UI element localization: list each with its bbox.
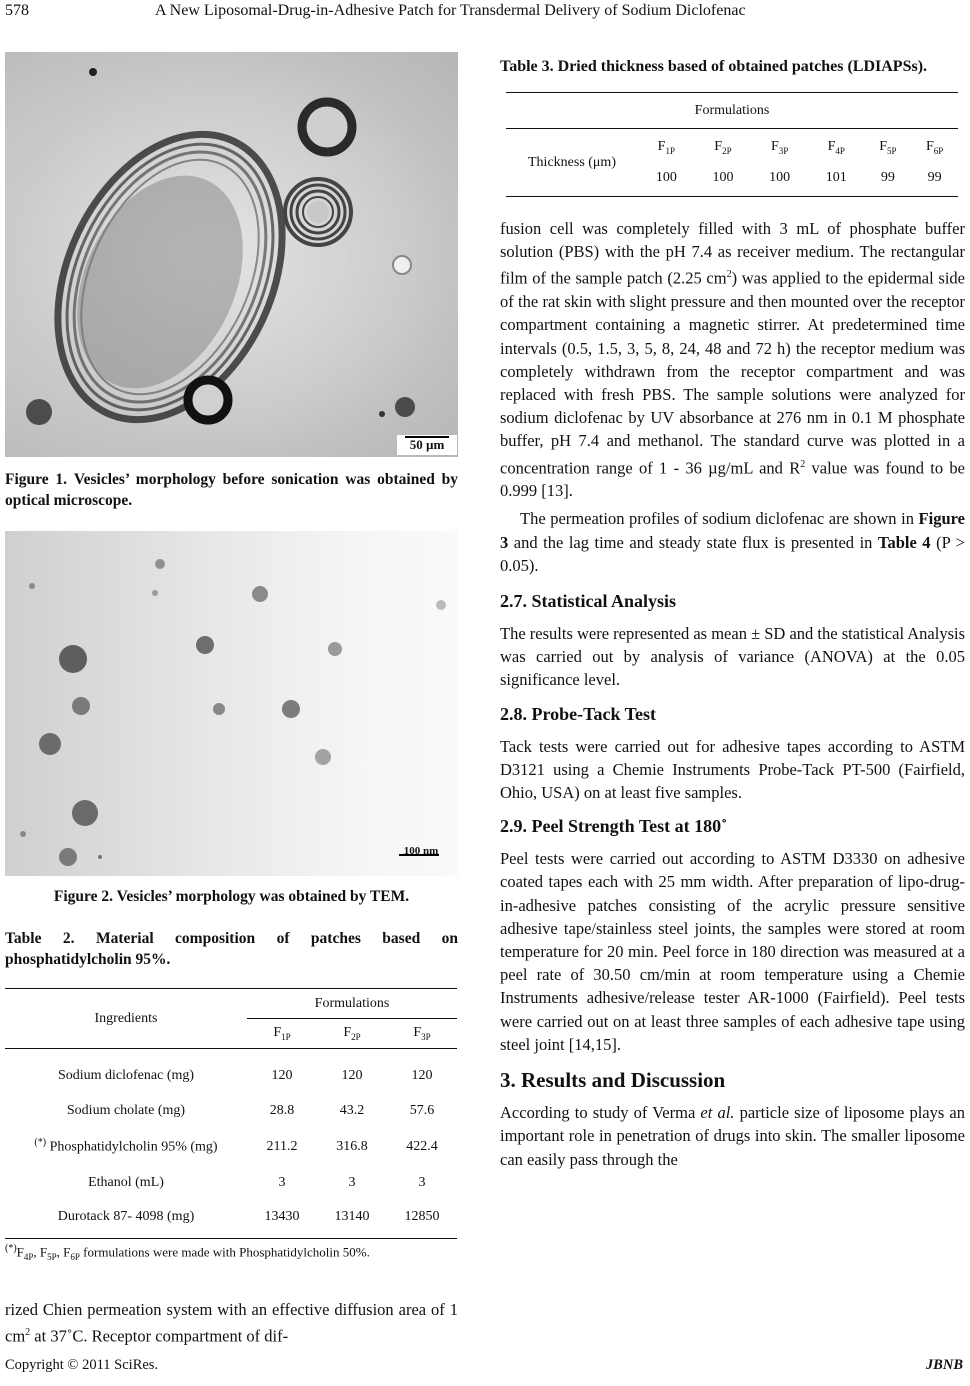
- figure-1-label: Figure 1.: [5, 471, 68, 488]
- figure-2-scale-label: 100 nm: [403, 845, 439, 857]
- section-3-heading: 3. Results and Discussion: [500, 1068, 726, 1093]
- figure-1-caption-text: Vesicles’ morphology before sonication was obtained by optical microscope.: [5, 471, 459, 509]
- section-2-8-heading: 2.8. Probe-Tack Test: [500, 703, 657, 724]
- table-2-header-ingredients: Ingredients: [94, 1010, 158, 1026]
- right-paragraph-1: fusion cell was completely filled with 3 mL of phosphate buffer solution (PBS) with the pH 7.4 as receiver medium. The rectangular film of the sample patch (2.25 $cm^2$) was applied to the epidermal side of the rat skin with slight pressure and then mounted over the receptor compartment containing a magnetic stirrer. At predetermined time intervals (0.5, 1.5, 3, 5, 8, 24, 48 and 72 h) the receptor medium was completely withdrawn from the receptor compartment and was replaced with fresh PBS. The sample solutions were analyzed for sodium diclofenac by UV absorbance at 276 nm in 0.1 M phosphate buffer, pH 7.4 and methanol. The standard curve was plotted in a concentration range of 1 - 36 µg/mL and $R^2$ value was found to be 0.999 [13].: [500, 219, 965, 501]
- vesicles-optical-micrograph: [5, 52, 458, 457]
- left-column: [5, 48, 458, 1348]
- right-column: [500, 48, 965, 1171]
- table-3-title-text: Table 3. Dried thickness based of obtained patches (LDIAPSs).: [500, 58, 928, 75]
- right-paragraph-5: Peel tests were carried out according to ASTM D3330 on adhesive coated tapes each with 25 mm width. After preparation of lipo-drug-in-adhesive patches consisting of the acrylic pressure sensitive adhesive tape/stainless steel joints, the samples were stored at room temperature for 20 min. Peel force in 180 direction was measured at a peel rate of 30.50 cm/min at room temperature using a Chemie Instruments adhesive/release tester AR-1000 (Fairfield). Peel tests were carried out on at least three samples of each adhesive tape using steel joint [14,15].: [500, 849, 965, 1054]
- table-2-footnote: $^{(*)}F_{4P}$, $F_{5P}$, $F_{6P}$ formulations were made with Phosphatidylcholin 50%.: [5, 1243, 370, 1262]
- table-3-header-formulations: Formulations: [694, 102, 770, 118]
- right-paragraph-6: According to study of Verma et al. particle size of liposome plays an important role in penetration of drugs into skin. The smaller liposome can easily pass through the: [500, 1103, 966, 1169]
- right-paragraph-3: The results were represented as mean ± SD and the statistical Analysis was carried out by analysis of variance (ANOVA) at the 0.05 significance level.: [500, 624, 965, 690]
- table-2-title-text: Table 2. Material composition of patches based on phosphatidylcholin 95%.: [5, 930, 458, 968]
- section-2-9-heading: 2.9. Peel Strength Test at 180˚: [500, 816, 728, 837]
- left-body-paragraph: rized Chien permeation system with an effective diffusion area of 1 $cm^2$ at 37˚C. Receptor compartment of dif-: [5, 1299, 458, 1346]
- figure-2-scale-bar: [395, 845, 447, 869]
- table-2-row: Sodium cholate (mg) 28.8 43.2 57.6: [66, 1102, 435, 1118]
- table-3-row-label: Thickness (μm): [528, 154, 616, 170]
- table-2-col-f1p: $F_{1P}$: [273, 1025, 291, 1042]
- table-2-col-f3p: $F_{3P}$: [413, 1025, 431, 1042]
- figure-2-image: [5, 531, 458, 876]
- table-3: Formulations Thickness (μm) $F_{1P}$ $F_{2P}$ $F_{3P}$ $F_{4P}$ $F_{5P}$ $F_{6P}$ 100 100 100 101 99 99: [506, 92, 958, 197]
- figure-1-scale-bar: [397, 435, 457, 455]
- figure-1-scale-label: 50 µm: [409, 437, 445, 452]
- vesicles-tem-micrograph: [5, 531, 458, 876]
- table-2-row: Ethanol (mL) 3 3 3: [88, 1174, 426, 1190]
- table-2-col-f2p: $F_{2P}$: [343, 1025, 361, 1042]
- page-footer: [5, 1357, 963, 1374]
- figure-1-caption: [5, 469, 458, 511]
- running-title: A New Liposomal-Drug-in-Adhesive Patch for Transdermal Delivery of Sodium Diclofenac: [155, 2, 746, 19]
- journal-abbrev: JBNB: [925, 1357, 963, 1373]
- table-2: [5, 988, 457, 1239]
- running-header: [5, 2, 960, 28]
- copyright-text: Copyright © 2011 SciRes.: [5, 1357, 159, 1373]
- table-2-row: (*) Phosphatidylcholin 95% (mg) 211.2 316.8 422.4: [34, 1137, 438, 1155]
- figure-1-image: [5, 52, 458, 457]
- section-2-7-heading: 2.7. Statistical Analysis: [500, 591, 677, 612]
- table-2-title: [5, 928, 458, 970]
- figure-2-caption: Figure 2. Vesicles’ morphology was obtained by TEM.: [53, 888, 410, 905]
- table-3-title: [500, 56, 965, 78]
- table-2-header-formulations: Formulations: [247, 989, 457, 1019]
- right-paragraph-2: The permeation profiles of sodium diclofenac are shown in Figure 3 and the lag time and steady state flux is presented in Table 4 (P > 0.05).: [500, 509, 965, 575]
- page-number: 578: [5, 2, 29, 19]
- table-2-row: Sodium diclofenac (mg) 120 120 120: [5, 1049, 457, 1093]
- right-paragraph-4: Tack tests were carried out for adhesive tapes according to ASTM D3121 using a Chemie Instruments Probe-Tack PT-500 (Fairfield, Ohio, USA) on at least five samples.: [500, 736, 965, 803]
- table-2-row: Durotack 87- 4098 (mg) 13430 13140 12850: [5, 1201, 457, 1239]
